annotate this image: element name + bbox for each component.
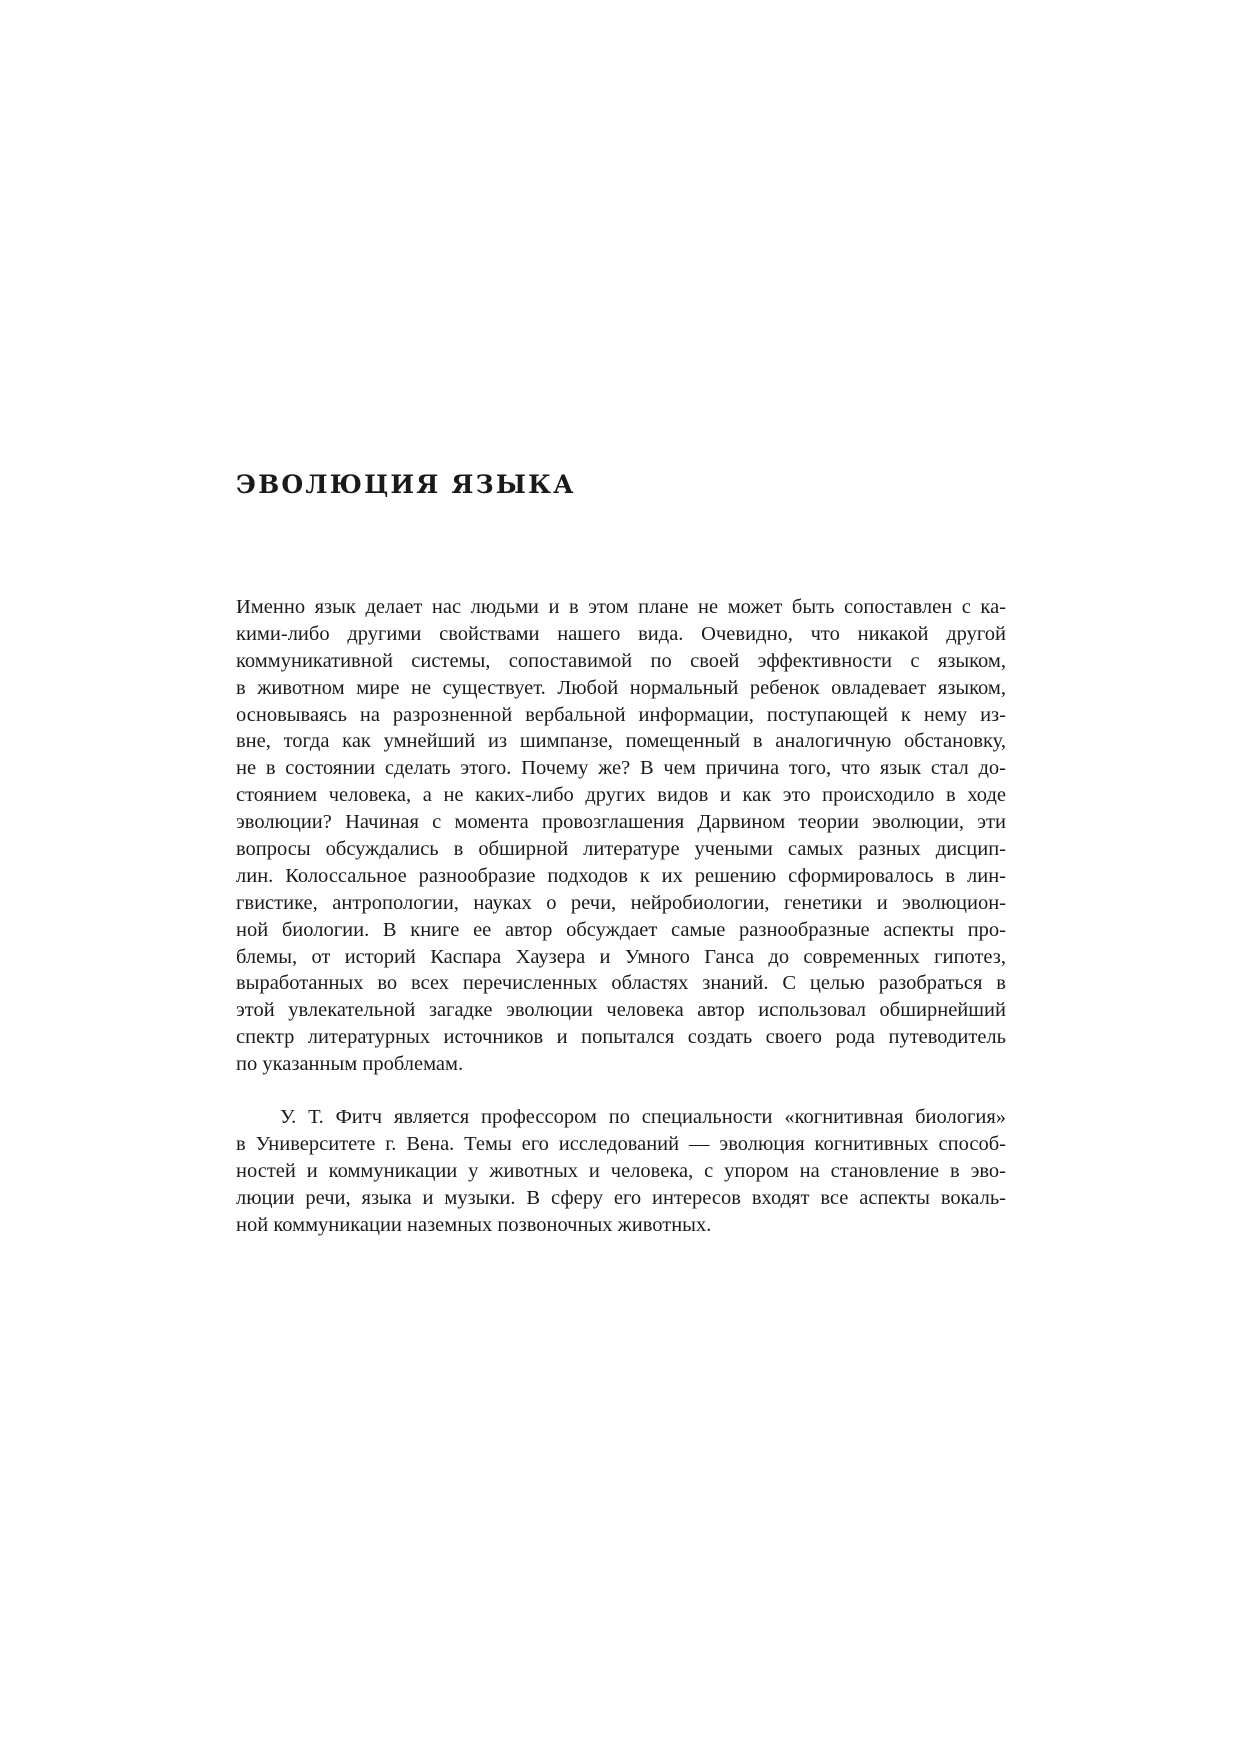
- text-line: стоянием человека, а не каких-либо других видов и как это происходило в ходе: [236, 784, 1006, 807]
- text-line: ной коммуникации наземных позвоночных животных.: [236, 1213, 712, 1236]
- text-line: блемы, от историй Каспара Хаузера и Умного Ганса до современных гипотез,: [236, 945, 1006, 968]
- text-line: этой увлекательной загадке эволюции человека автор использовал обширнейший: [236, 999, 1006, 1022]
- text-line: вне, тогда как умнейший из шимпанзе, помещенный в аналогичную обстановку,: [236, 730, 1006, 753]
- text-line: эволюции? Начиная с момента провозглашения Дарвином теории эволюции, эти: [236, 811, 1006, 834]
- text-line: кими-либо другими свойствами нашего вида. Очевидно, что никакой другой: [236, 622, 1006, 645]
- text-line: не в состоянии сделать этого. Почему же? В чем причина того, что язык стал до-: [236, 757, 1006, 780]
- text-line: У. Т. Фитч является профессором по специальности «когнитивная биология»: [280, 1106, 1006, 1129]
- text-line: по указанным проблемам.: [236, 1053, 464, 1076]
- text-line: выработанных во всех перечисленных областях знаний. С целью разобраться в: [236, 972, 1006, 995]
- text-line: лин. Колоссальное разнообразие подходов к их решению сформировалось в лин-: [236, 864, 1006, 887]
- text-line: вопросы обсуждались в обширной литературе учеными самых разных дисцип-: [236, 838, 1006, 861]
- text-line: спектр литературных источников и попытался создать своего рода путеводитель: [236, 1026, 1006, 1049]
- text-line: гвистике, антропологии, науках о речи, нейробиологии, генетики и эволюцион-: [236, 891, 1006, 914]
- text-line: в Университете г. Вена. Темы его исследований — эволюция когнитивных способ-: [236, 1132, 1006, 1155]
- text-line: основываясь на разрозненной вербальной информации, поступающей к нему из-: [236, 703, 1006, 726]
- text-line: ной биологии. В книге ее автор обсуждает самые разнообразные аспекты про-: [236, 918, 1006, 941]
- page-title: ЭВОЛЮЦИЯ ЯЗЫКА: [236, 470, 576, 499]
- text-line: люции речи, языка и музыки. В сферу его интересов входят все аспекты вокаль-: [236, 1186, 1006, 1209]
- text-line: коммуникативной системы, сопоставимой по своей эффективности с языком,: [236, 649, 1006, 672]
- text-line: ностей и коммуникации у животных и человека, с упором на становление в эво-: [236, 1159, 1006, 1182]
- paragraph-spacer: [236, 1078, 1006, 1104]
- body-text: [236, 594, 1006, 1238]
- paragraph-author-bio: [236, 1104, 1006, 1238]
- text-line: в животном мире не существует. Любой нормальный ребенок овладевает языком,: [236, 676, 1006, 699]
- text-line: Именно язык делает нас людьми и в этом плане не может быть сопоставлен с ка-: [236, 596, 1006, 618]
- paragraph-description: [236, 594, 1006, 1078]
